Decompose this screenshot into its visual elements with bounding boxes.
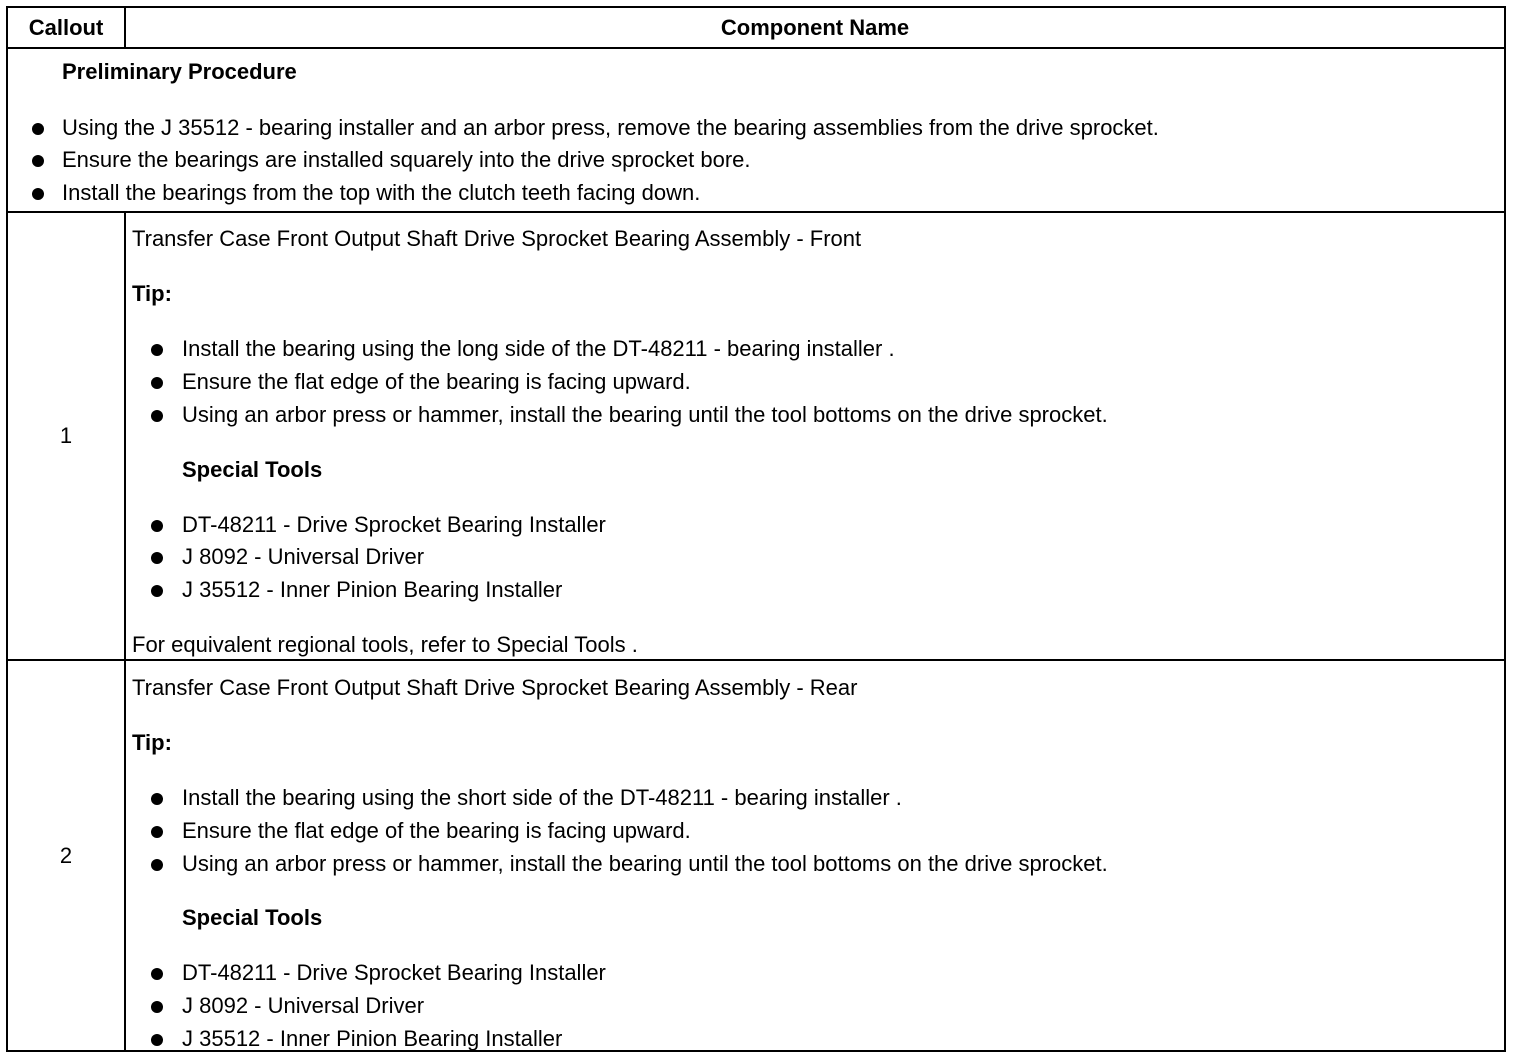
special-tool-item: J 8092 - Universal Driver	[182, 544, 425, 569]
bullet-icon	[32, 188, 44, 200]
header-component-name: Component Name	[720, 14, 910, 40]
tip-label: Tip:	[132, 730, 172, 755]
bullet-icon	[32, 123, 44, 135]
bullet-icon	[151, 585, 163, 597]
tip-item: Install the bearing using the short side of the DT-48211 - bearing installer .	[182, 785, 902, 810]
preliminary-procedure-section	[8, 49, 1504, 213]
special-tool-item: J 8092 - Universal Driver	[182, 993, 425, 1018]
preliminary-bullet: Ensure the bearings are installed squarely into the drive sprocket bore.	[62, 147, 751, 172]
bullet-icon	[151, 377, 163, 389]
regional-tools-note: For equivalent regional tools, refer to Special Tools .	[132, 632, 638, 657]
special-tools-heading: Special Tools	[182, 457, 323, 482]
procedure-table	[6, 6, 1506, 1052]
bullet-icon	[151, 1001, 163, 1013]
tip-item: Using an arbor press or hammer, install the bearing until the tool bottoms on the drive sprocket.	[182, 851, 1108, 876]
table-header-row	[8, 8, 1504, 49]
preliminary-bullet: Using the J 35512 - bearing installer and an arbor press, remove the bearing assemblies from the drive sprocket.	[62, 115, 1159, 140]
callout-number: 1	[8, 213, 126, 659]
component-name: Transfer Case Front Output Shaft Drive Sprocket Bearing Assembly - Front	[132, 226, 862, 251]
table-row	[8, 661, 1504, 1050]
component-name: Transfer Case Front Output Shaft Drive Sprocket Bearing Assembly - Rear	[132, 675, 858, 700]
bullet-icon	[151, 410, 163, 422]
preliminary-heading: Preliminary Procedure	[62, 59, 297, 84]
bullet-icon	[151, 1034, 163, 1046]
tip-item: Using an arbor press or hammer, install the bearing until the tool bottoms on the drive sprocket.	[182, 402, 1108, 427]
tip-item: Ensure the flat edge of the bearing is facing upward.	[182, 818, 691, 843]
tip-label: Tip:	[132, 281, 172, 306]
special-tool-item: J 35512 - Inner Pinion Bearing Installer	[182, 577, 563, 602]
bullet-icon	[151, 344, 163, 356]
special-tool-item: DT-48211 - Drive Sprocket Bearing Installer	[182, 960, 606, 985]
bullet-icon	[151, 552, 163, 564]
bullet-icon	[151, 793, 163, 805]
table-row	[8, 213, 1504, 661]
bullet-icon	[32, 155, 44, 167]
special-tool-item: DT-48211 - Drive Sprocket Bearing Installer	[182, 512, 606, 537]
bullet-icon	[151, 826, 163, 838]
bullet-icon	[151, 859, 163, 871]
tip-item: Install the bearing using the long side of the DT-48211 - bearing installer .	[182, 336, 895, 361]
tip-item: Ensure the flat edge of the bearing is facing upward.	[182, 369, 691, 394]
preliminary-bullet: Install the bearings from the top with the clutch teeth facing down.	[62, 180, 701, 205]
special-tools-heading: Special Tools	[182, 905, 323, 930]
callout-number: 2	[8, 661, 126, 1050]
bullet-icon	[151, 968, 163, 980]
header-callout: Callout	[8, 8, 126, 47]
special-tool-item: J 35512 - Inner Pinion Bearing Installer	[182, 1026, 563, 1051]
bullet-icon	[151, 520, 163, 532]
